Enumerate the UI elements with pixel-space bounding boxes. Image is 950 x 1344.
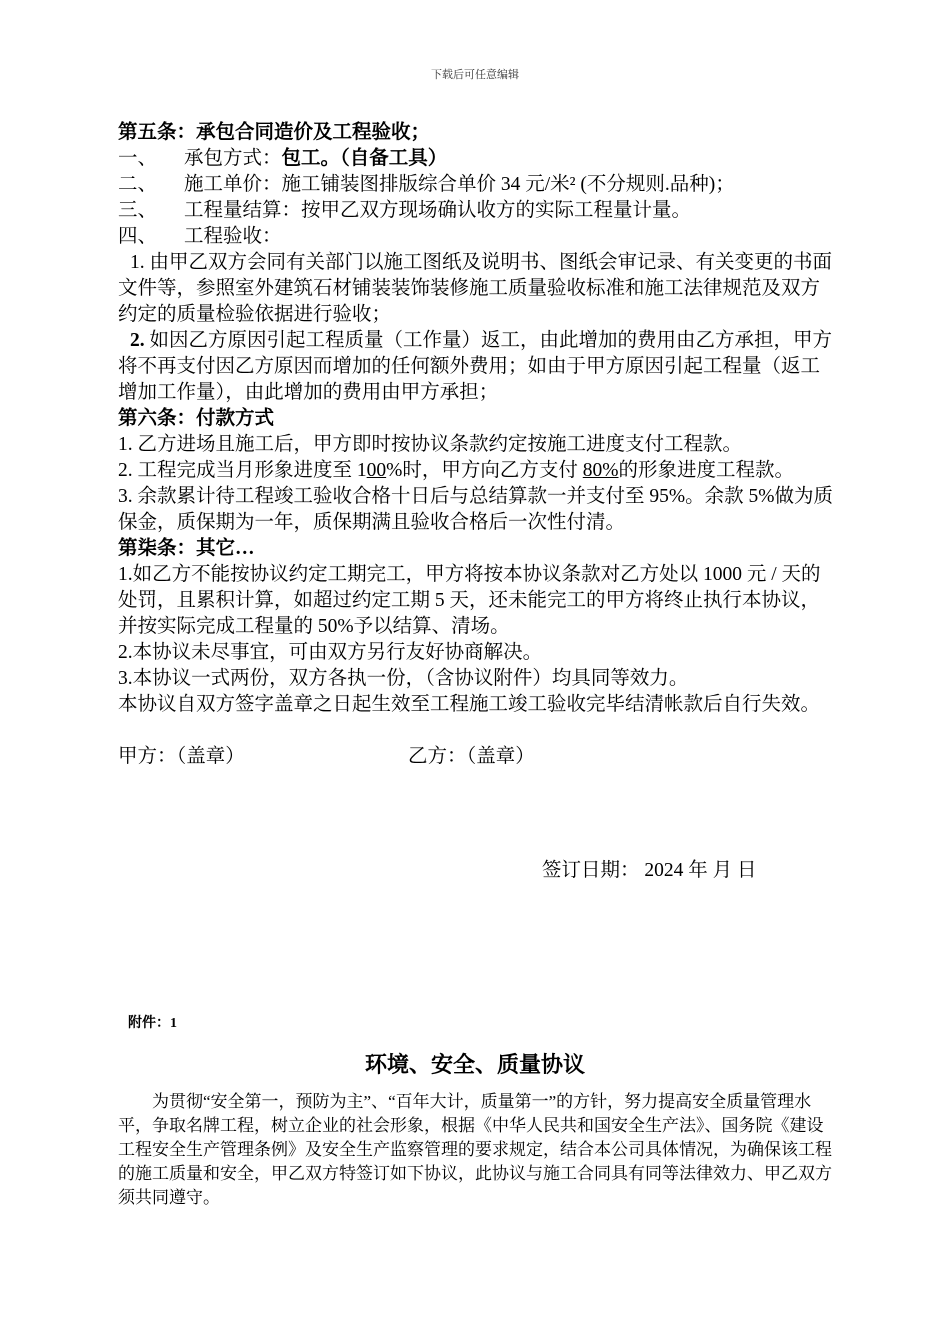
payment-text: %时，甲方向乙方支付 [386, 460, 583, 481]
payment-clause-2 [118, 458, 834, 484]
article-7-title: 第柒条：其它… [118, 538, 255, 559]
party-b-seal: 乙方：（盖章） [408, 746, 535, 767]
item-label: 承包方式： [184, 148, 282, 169]
article-5-item [118, 146, 834, 172]
payment-clause-3: 3. 余款累计待工程竣工验收合格十日后与总结算款一并支付至 95%。余款 5%做为质保金，质保期为一年，质保期满且验收合格后一次性付清。 [118, 486, 833, 533]
item-text [184, 146, 447, 172]
item-number: 二、 [118, 174, 158, 195]
clause-number: 1. [130, 252, 145, 273]
signature-row [118, 744, 834, 770]
acceptance-clause-2 [118, 328, 834, 406]
item-number: 三、 [118, 200, 158, 221]
item-text: 工程量结算：按甲乙双方现场确认收方的实际工程量计量。 [184, 200, 692, 221]
payment-text: 2. 工程完成当月形象进度至 1 [118, 460, 367, 481]
item-text: 工程验收： [184, 226, 282, 247]
article-6-title: 第六条：付款方式 [118, 408, 275, 429]
payment-text: 的形象进度工程款。 [618, 460, 795, 481]
article-5-item [118, 172, 834, 198]
item-number: 四、 [118, 226, 158, 247]
party-a-seal: 甲方：（盖章） [118, 746, 245, 767]
item-value: 包工。（自备工具） [281, 148, 448, 169]
payment-underlined: 80% [582, 460, 619, 481]
clause-number: 2. [130, 330, 145, 351]
other-clause-3: 3.本协议一式两份，双方各执一份，（含协议附件）均具同等效力。 [118, 668, 689, 689]
article-5-item [118, 224, 834, 250]
payment-clause-1: 1. 乙方进场且施工后，甲方即时按协议条款约定按施工进度支付工程款。 [118, 434, 743, 455]
header-note: 下载后可任意编辑 [431, 69, 519, 81]
clause-text: 由甲乙双方会同有关部门以施工图纸及说明书、图纸会审记录、有关变更的书面文件等，参照室外建筑石材铺装装饰装修施工质量验收标准和施工法律规范及双方约定的质量检验依据进行验收； [118, 252, 833, 325]
clause-text: 如因乙方原因引起工程质量（工作量）返工，由此增加的费用由乙方承担，甲方将不再支付因乙方原因而增加的任何额外费用；如由于甲方原因引起工程量（返工增加工作量），由此增加的费用由甲方承担； [118, 330, 833, 403]
attachment-label: 附件：1 [128, 1016, 177, 1031]
payment-underlined: 00 [366, 460, 387, 481]
item-text: 施工单价：施工铺装图排版综合单价 34 元/米² (不分规则.品种)； [184, 174, 735, 195]
agreement-title: 环境、安全、质量协议 [364, 1052, 585, 1077]
validity-clause: 本协议自双方签字盖章之日起生效至工程施工竣工验收完毕结清帐款后自行失效。 [118, 694, 821, 715]
agreement-body: 为贯彻“安全第一，预防为主”、“百年大计，质量第一”的方针，努力提高安全质量管理水平，争取名牌工程，树立企业的社会形象，根据《中华人民共和国安全生产法》、国务院《建设工程安全生产管理条例》及安全生产监察管理的要求规定，结合本公司具体情况，为确保该工程的施工质量和安全，甲乙双方特签订如下协议，此协议与施工合同具有同等法律效力、甲乙双方须共同遵守。 [118, 1092, 832, 1207]
contract-body [118, 120, 834, 884]
article-5-title: 第五条：承包合同造价及工程验收； [118, 122, 431, 143]
acceptance-clause-1 [118, 250, 834, 328]
article-5-item [118, 198, 834, 224]
signing-date: 签订日期： 2024 年 月 日 [542, 860, 757, 881]
other-clause-1: 1.如乙方不能按协议约定工期完工，甲方将按本协议条款对乙方处以 1000 元 / 天的处罚，且累积计算，如超过约定工期 5 天，还未能完工的甲方将终止执行本协议，并按实际完成工程量的 50%予以结算、清场。 [118, 564, 821, 637]
other-clause-2: 2.本协议未尽事宜，可由双方另行友好协商解决。 [118, 642, 543, 663]
item-number: 一、 [118, 148, 158, 169]
